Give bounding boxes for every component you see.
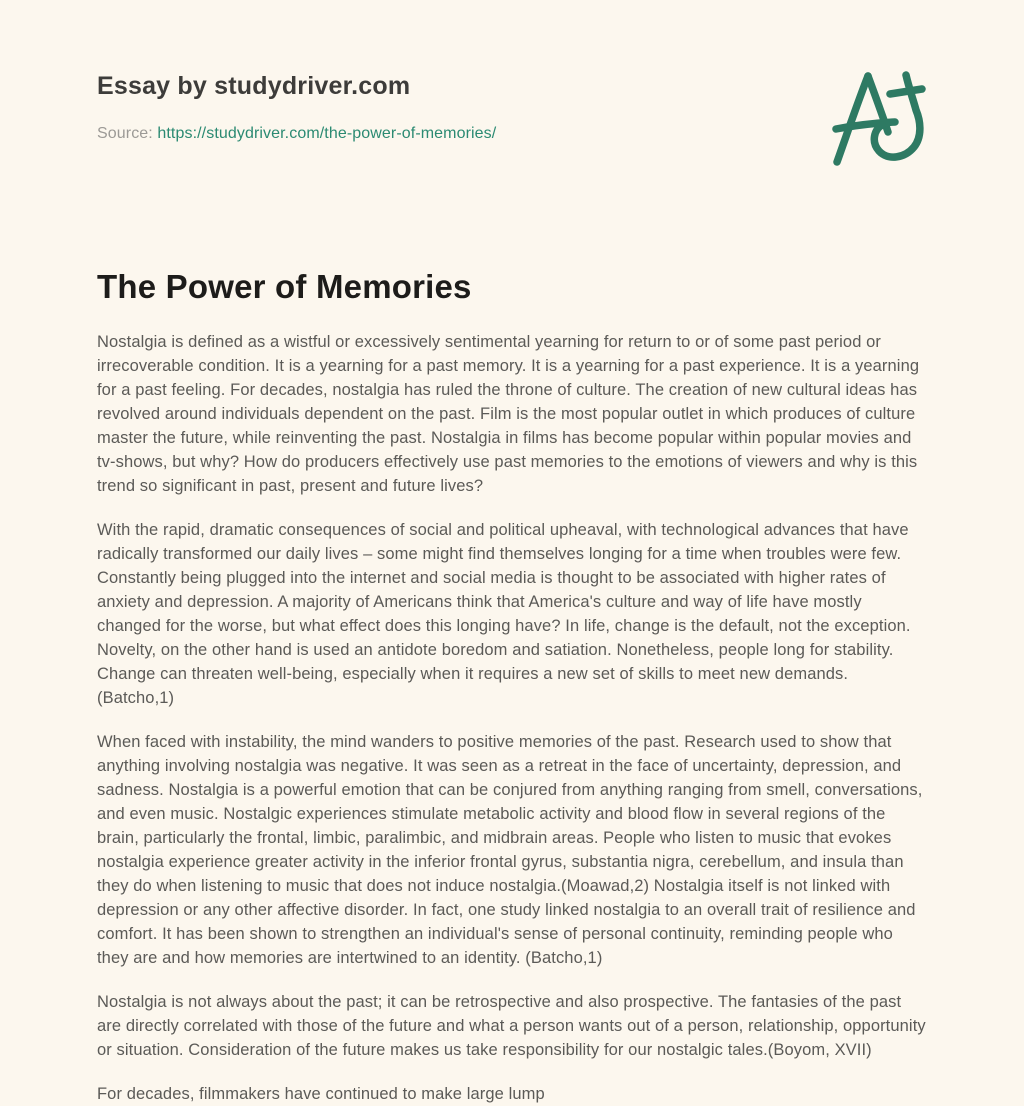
- essay-paragraph-2: With the rapid, dramatic consequences of social and political upheaval, with technological advances that have radically transformed our daily lives – some might find themselves longing for a time when troubles were few. Constantly being plugged into the internet and social media is thought to be associated with higher rates of anxiety and depression. A majority of Americans think that America's culture and way of life have mostly changed for the worse, but what effect does this longing have? In life, change is the default, not the exception. Novelty, on the other hand is used an antidote boredom and satiation. Nonetheless, people long for stability. Change can threaten well-being, especially when it requires a new set of skills to meet new demands. (Batcho,1): [97, 521, 911, 707]
- essay-body: [97, 268, 927, 1106]
- source-label: Source:: [97, 125, 153, 142]
- header-text: [97, 72, 496, 143]
- source-url-link[interactable]: https://studydriver.com/the-power-of-memories/: [157, 125, 497, 142]
- essay-paragraph-4: Nostalgia is not always about the past; it can be retrospective and also prospective. The fantasies of the past are directly correlated with those of the future and what a person wants out of a person, relationship, opportunity or situation. Consideration of the future makes us take responsibility for our nostalgic tales.(Boyom, XVII): [97, 993, 926, 1059]
- essay-paragraph-5: For decades, filmmakers have continued to make large lump: [97, 1085, 545, 1103]
- essay-title: The Power of Memories: [97, 268, 472, 305]
- source-line: [97, 125, 496, 143]
- essay-byline: Essay by studydriver.com: [97, 72, 411, 100]
- a-plus-logo-icon: [831, 68, 935, 168]
- page-header: [97, 72, 927, 168]
- essay-paragraph-3: When faced with instability, the mind wanders to positive memories of the past. Research used to show that anything involving nostalgia was negative. It was seen as a retreat in the face of uncertainty, depression, and sadness. Nostalgia is a powerful emotion that can be conjured from anything ranging from smell, conversations, and even music. Nostalgic experiences stimulate metabolic activity and blood flow in several regions of the brain, particularly the frontal, limbic, paralimbic, and midbrain areas. People who listen to music that evokes nostalgia experience greater activity in the inferior frontal gyrus, substantia nigra, cerebellum, and insula than they do when listening to music that does not induce nostalgia.(Moawad,2) Nostalgia itself is not linked with depression or any other affective disorder. In fact, one study linked nostalgia to an overall trait of resilience and comfort. It has been shown to strengthen an individual's sense of personal continuity, reminding people who they are and how memories are intertwined to an identity. (Batcho,1): [97, 733, 923, 967]
- essay-paragraph-1: Nostalgia is defined as a wistful or excessively sentimental yearning for return to or of some past period or irrecoverable condition. It is a yearning for a past memory. It is a yearning for a past experience. It is a yearning for a past feeling. For decades, nostalgia has ruled the throne of culture. The creation of new cultural ideas has revolved around individuals dependent on the past. Film is the most popular outlet in which produces of culture master the future, while reinventing the past. Nostalgia in films has become popular within popular movies and tv-shows, but why? How do producers effectively use past memories to the emotions of viewers and why is this trend so significant in past, present and future lives?: [97, 333, 920, 495]
